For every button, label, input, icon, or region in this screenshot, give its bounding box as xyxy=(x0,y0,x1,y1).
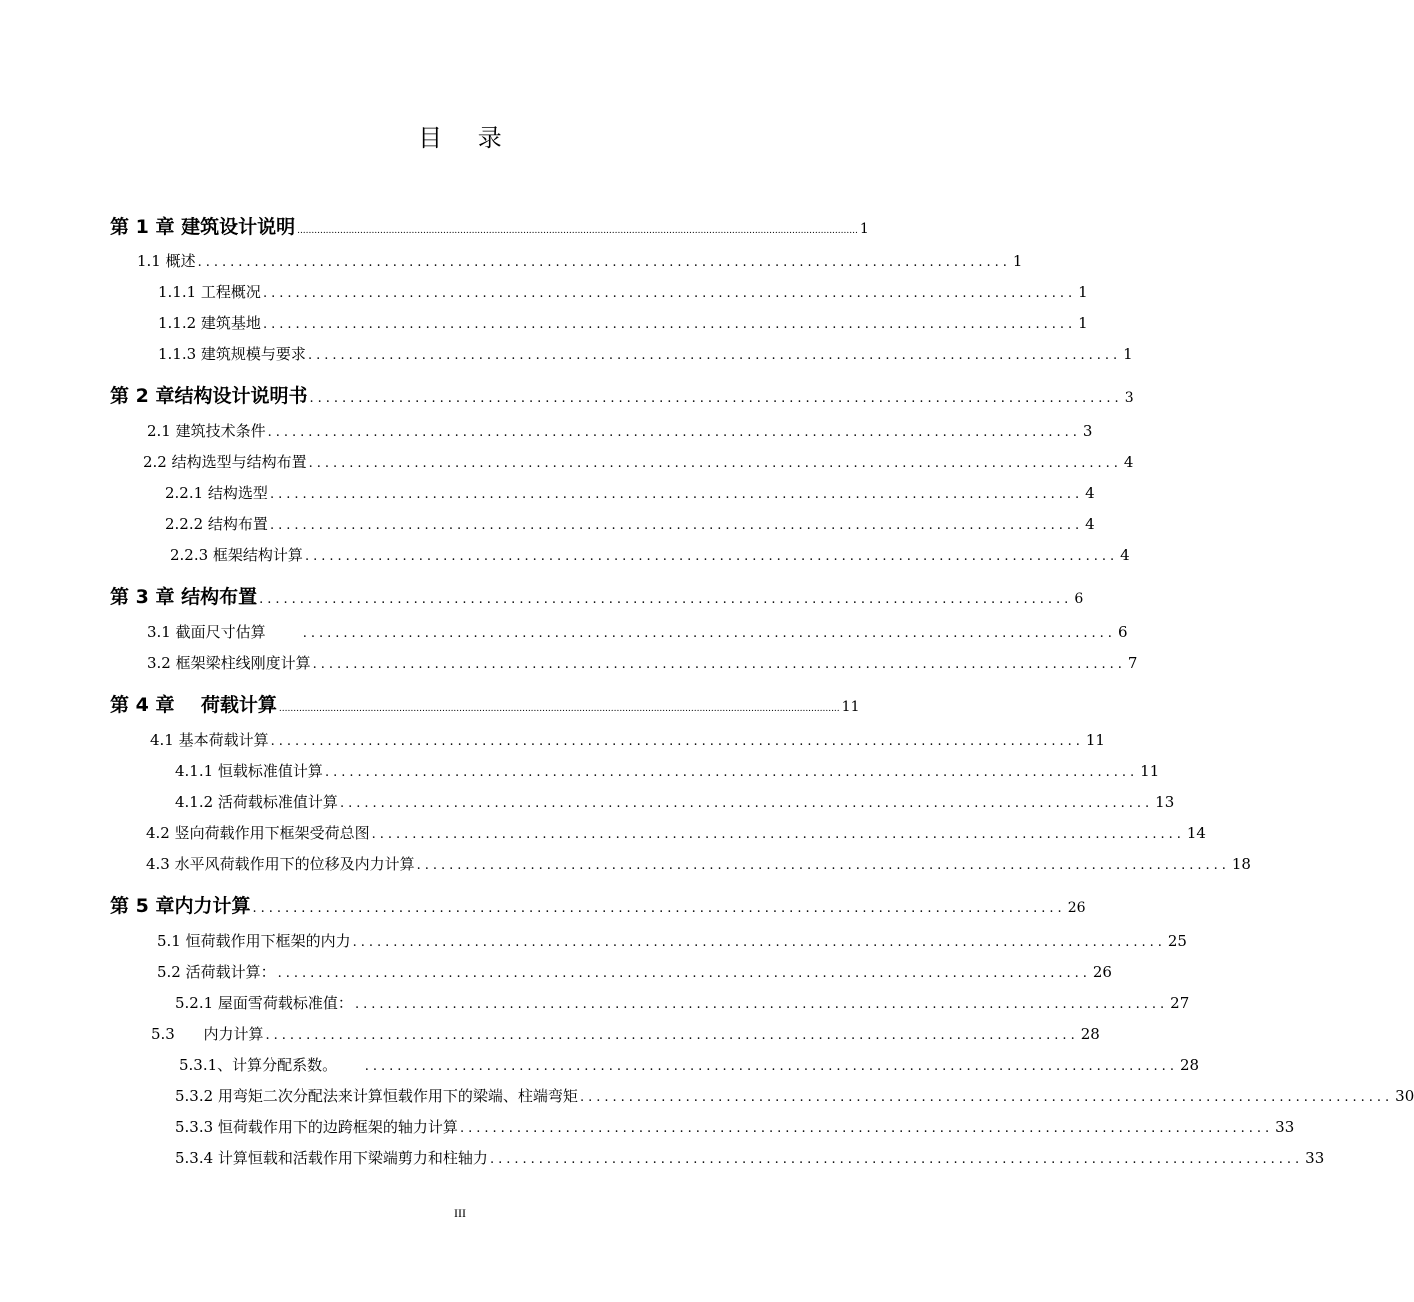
toc-subsection-1-1-3[interactable] xyxy=(158,341,1133,367)
toc-page-number: 30 xyxy=(1395,1087,1414,1105)
dot-leader: .................................................................................................... xyxy=(312,657,1126,672)
toc-page-number: 3 xyxy=(1124,390,1134,406)
toc-label: 2.1 建筑技术条件 xyxy=(147,422,266,440)
toc-subsection-1-1-1[interactable] xyxy=(158,279,1088,305)
dot-leader: .................................................................................................... xyxy=(252,901,1066,916)
toc-page-number: 33 xyxy=(1305,1149,1325,1167)
toc-page-number: 1 xyxy=(1012,252,1023,270)
toc-page-number: 28 xyxy=(1080,1025,1100,1043)
toc-label: 4.1 基本荷载计算 xyxy=(150,731,269,749)
toc-page-number: 1 xyxy=(859,221,869,237)
toc-label: 1.1.1 工程概况 xyxy=(158,283,261,301)
dot-leader: .................................................................................................... xyxy=(309,391,1123,406)
toc-subsection-5-3-3[interactable] xyxy=(175,1114,1295,1140)
dot-leader: .................................................................................................... xyxy=(267,425,1081,440)
toc-page-number: 13 xyxy=(1155,793,1175,811)
toc-page-number: 26 xyxy=(1067,900,1086,916)
toc-label: 1.1.3 建筑规模与要求 xyxy=(158,345,306,363)
toc-page-number: 6 xyxy=(1074,591,1084,607)
dot-leader: .................................................................................................... xyxy=(579,1090,1394,1105)
dot-leader: .................................................................................................... xyxy=(489,1152,1304,1167)
dot-leader: .................................................................................................... xyxy=(304,549,1119,564)
toc-section-5-1[interactable] xyxy=(157,928,1187,954)
toc-subsection-2-2-3[interactable] xyxy=(170,542,1130,568)
toc-subsection-5-3-4[interactable] xyxy=(175,1145,1325,1171)
toc-label: 1.1.2 建筑基地 xyxy=(158,314,261,332)
dot-leader: .................................................................................................... xyxy=(416,858,1230,873)
toc-label: 4.1.1 恒载标准值计算 xyxy=(175,762,323,780)
toc-page-number: 11 xyxy=(1140,762,1160,780)
toc-section-4-1[interactable] xyxy=(150,727,1105,753)
dot-leader: .................................................................................................... xyxy=(352,935,1166,950)
toc-chapter-5[interactable] xyxy=(110,893,1086,919)
toc-label: 3.2 框架梁柱线刚度计算 xyxy=(147,654,311,672)
toc-chapter-2[interactable] xyxy=(110,383,1134,409)
toc-label: 3.1 截面尺寸估算 xyxy=(147,623,285,641)
toc-label: 5.2.1 屋面雪荷载标准值： xyxy=(175,994,353,1012)
toc-subsection-1-1-2[interactable] xyxy=(158,310,1088,336)
toc-page-number: 18 xyxy=(1231,855,1251,873)
dot-leader: .................................................................................................... xyxy=(262,317,1077,332)
toc-page-number: 4 xyxy=(1120,546,1130,564)
toc-section-1-1[interactable] xyxy=(137,248,1023,274)
toc-label: 4.3 水平风荷载作用下的位移及内力计算 xyxy=(146,855,415,873)
toc-page-number: 27 xyxy=(1170,994,1190,1012)
toc-label: 1.1 概述 xyxy=(137,252,196,270)
toc-chapter-3[interactable] xyxy=(110,584,1084,610)
toc-page-number: 28 xyxy=(1179,1056,1200,1074)
toc-subsection-4-1-1[interactable] xyxy=(175,758,1160,784)
toc-label: 5.3.3 恒荷载作用下的边跨框架的轴力计算 xyxy=(175,1118,458,1136)
dot-leader: .................................................................................................... xyxy=(308,456,1122,471)
toc-label: 5.1 恒荷载作用下框架的内力 xyxy=(157,932,351,950)
toc-subsection-5-3-2[interactable] xyxy=(175,1083,1414,1109)
toc-label: 2.2.3 框架结构计算 xyxy=(170,546,303,564)
dot-leader: .................................................................................................... xyxy=(270,734,1084,749)
toc-page-number: 1 xyxy=(1078,283,1088,301)
dot-leader: .................................................................................................... xyxy=(354,997,1169,1012)
toc-subsection-5-3-1[interactable] xyxy=(179,1052,1200,1078)
toc-label: 第 2 章结构设计说明书 xyxy=(110,385,308,407)
dot-leader: .................................................................................................... xyxy=(197,255,1011,270)
toc-subsection-4-1-2[interactable] xyxy=(175,789,1175,815)
footer-page-number: III xyxy=(454,1206,466,1220)
dot-leader: .................................................................................................................................................................................................... xyxy=(297,226,858,236)
dot-leader: .................................................................................................... xyxy=(324,765,1139,780)
dot-leader: .................................................................................................... xyxy=(269,518,1084,533)
dot-leader: .................................................................................................... xyxy=(277,966,1091,981)
toc-page-number: 33 xyxy=(1275,1118,1295,1136)
toc-page-number: 6 xyxy=(1117,623,1128,641)
page-title: 目 录 xyxy=(418,124,516,152)
toc-page-number: 26 xyxy=(1092,963,1112,981)
toc-label: 第 4 章 荷载计算 xyxy=(110,694,277,716)
toc-page-number: 4 xyxy=(1085,515,1095,533)
dot-leader: .................................................................................................... xyxy=(265,1028,1079,1043)
toc-label: 第 3 章 结构布置 xyxy=(110,586,258,608)
toc-section-2-1[interactable] xyxy=(147,418,1093,444)
toc-section-5-3[interactable] xyxy=(151,1021,1100,1047)
toc-page-number: 4 xyxy=(1085,484,1095,502)
toc-page-number: 1 xyxy=(1078,314,1088,332)
dot-leader: .................................................................................................... xyxy=(302,626,1116,641)
toc-section-4-2[interactable] xyxy=(146,820,1206,846)
toc-subsection-5-2-1[interactable] xyxy=(175,990,1190,1016)
dot-leader: .................................................................................................... xyxy=(307,348,1122,363)
toc-subsection-2-2-1[interactable] xyxy=(165,480,1095,506)
toc-section-4-3[interactable] xyxy=(146,851,1251,877)
toc-label: 4.1.2 活荷载标准值计算 xyxy=(175,793,338,811)
dot-leader: .................................................................................................................................................................................................... xyxy=(278,704,840,714)
toc-page-number: 14 xyxy=(1186,824,1206,842)
toc-chapter-1[interactable] xyxy=(110,214,869,240)
toc-page-number: 11 xyxy=(841,699,860,715)
dot-leader: .................................................................................................... xyxy=(371,827,1185,842)
toc-label: 5.2 活荷载计算： xyxy=(157,963,276,981)
toc-label: 第 5 章内力计算 xyxy=(110,895,251,917)
toc-subsection-2-2-2[interactable] xyxy=(165,511,1095,537)
toc-section-3-1[interactable] xyxy=(147,619,1128,645)
toc-label: 2.2.2 结构布置 xyxy=(165,515,268,533)
toc-label: 第 1 章 建筑设计说明 xyxy=(110,216,296,238)
toc-chapter-4[interactable] xyxy=(110,692,860,718)
toc-label: 2.2.1 结构选型 xyxy=(165,484,268,502)
toc-label: 5.3.2 用弯矩二次分配法来计算恒载作用下的梁端、柱端弯矩 xyxy=(175,1087,578,1105)
dot-leader: .................................................................................................... xyxy=(339,796,1154,811)
dot-leader: .................................................................................................... xyxy=(364,1059,1178,1074)
toc-label: 2.2 结构选型与结构布置 xyxy=(143,453,307,471)
toc-section-5-2[interactable] xyxy=(157,959,1112,985)
toc-section-2-2[interactable] xyxy=(143,449,1134,475)
dot-leader: .................................................................................................... xyxy=(259,592,1073,607)
dot-leader: .................................................................................................... xyxy=(262,286,1077,301)
toc-label: 4.2 竖向荷载作用下框架受荷总图 xyxy=(146,824,370,842)
toc-page-number: 25 xyxy=(1167,932,1187,950)
toc-label: 5.3.4 计算恒载和活载作用下梁端剪力和柱轴力 xyxy=(175,1149,488,1167)
toc-label: 5.3.1、计算分配系数。 xyxy=(179,1056,347,1074)
toc-page-number: 1 xyxy=(1123,345,1133,363)
toc-section-3-2[interactable] xyxy=(147,650,1138,676)
toc-page-number: 11 xyxy=(1085,731,1105,749)
toc-label: 5.3 内力计算 xyxy=(151,1025,264,1043)
toc-page-number: 3 xyxy=(1082,422,1093,440)
toc-page-number: 4 xyxy=(1123,453,1134,471)
dot-leader: .................................................................................................... xyxy=(269,487,1084,502)
toc-page-number: 7 xyxy=(1127,654,1138,672)
dot-leader: .................................................................................................... xyxy=(459,1121,1274,1136)
